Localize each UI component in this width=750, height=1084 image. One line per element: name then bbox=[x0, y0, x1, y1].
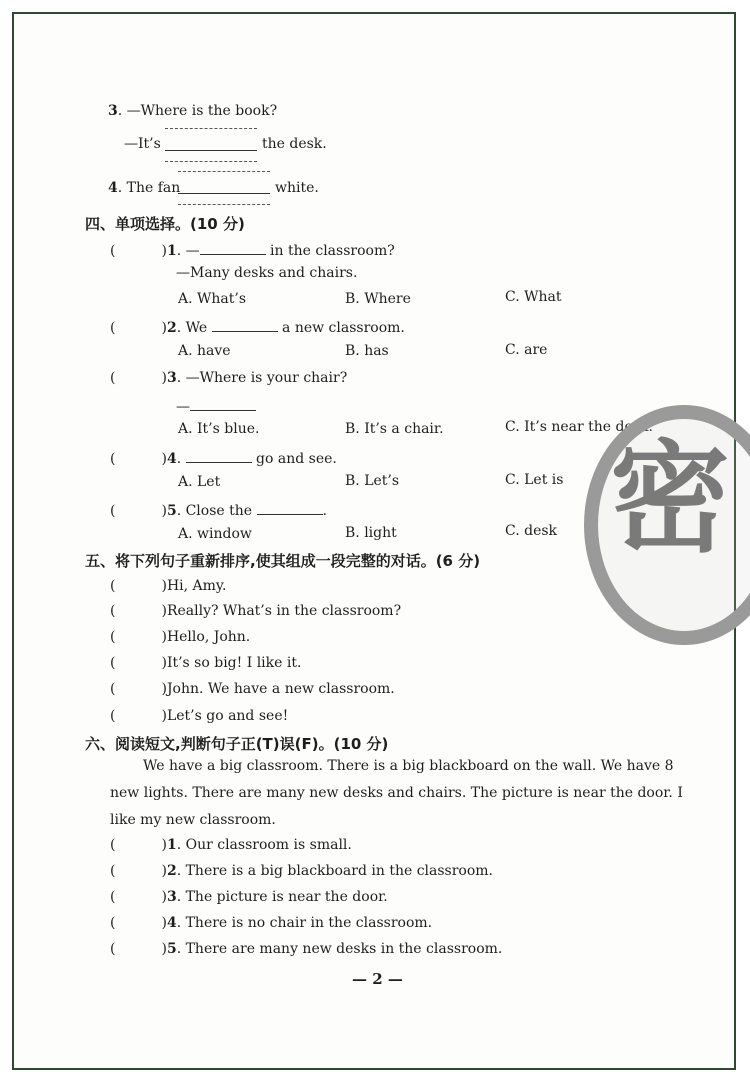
paren-open: ( bbox=[110, 451, 116, 467]
s5-line-4 bbox=[110, 655, 301, 671]
s6-q3-text: . The picture is near the door. bbox=[176, 889, 388, 905]
q3-guide-line-top bbox=[165, 128, 257, 129]
paren-close: ) bbox=[161, 655, 167, 671]
s4-q4-number: 4 bbox=[166, 451, 177, 467]
q4-text: . The fan bbox=[117, 180, 181, 196]
s5-line-5 bbox=[110, 681, 395, 697]
paren-close: ) bbox=[161, 863, 167, 879]
s6-q1-text: . Our classroom is small. bbox=[176, 837, 352, 853]
s4-q2-row bbox=[110, 317, 405, 336]
s4-q2-blank[interactable] bbox=[212, 317, 278, 332]
s6-q3-number: 3 bbox=[166, 889, 177, 905]
s4-q1-before: . — bbox=[176, 243, 200, 259]
s6-q1-row bbox=[110, 837, 352, 853]
paren-open: ( bbox=[110, 708, 116, 724]
s4-q5-option-c: C. desk bbox=[505, 523, 558, 539]
paren-close: ) bbox=[161, 578, 167, 594]
s5-line-3 bbox=[110, 629, 250, 645]
s4-q1-option-c: C. What bbox=[505, 289, 562, 305]
s5-line-text: Let’s go and see! bbox=[166, 708, 289, 724]
s5-line-6 bbox=[110, 708, 288, 724]
s4-q2-number: 2 bbox=[166, 320, 177, 336]
s4-q4-option-a: A. Let bbox=[178, 474, 221, 490]
s6-q5-row bbox=[110, 941, 502, 957]
secret-stamp-char: 密 bbox=[610, 430, 730, 569]
s4-q1-blank[interactable] bbox=[200, 240, 266, 255]
s4-q3-option-c: C. It’s near the desk. bbox=[505, 419, 653, 435]
s4-q4-option-c: C. Let is bbox=[505, 472, 564, 488]
s4-q3-option-b: B. It’s a chair. bbox=[345, 421, 444, 437]
s4-q4-after: go and see. bbox=[251, 451, 337, 467]
q3-question bbox=[108, 103, 277, 119]
paren-close: ) bbox=[161, 603, 167, 619]
s6-q4-row bbox=[110, 915, 432, 931]
paren-open: ( bbox=[110, 941, 116, 957]
s4-q3-option-a: A. It’s blue. bbox=[178, 421, 260, 437]
q3-text: . —Where is the book? bbox=[117, 103, 278, 119]
section5-title: 五、将下列句子重新排序,使其组成一段完整的对话。(6 分) bbox=[85, 552, 481, 570]
s4-q1-row bbox=[110, 240, 395, 259]
s4-q1-number: 1 bbox=[166, 243, 177, 259]
q4-guide-line-bottom bbox=[178, 204, 270, 205]
page-number: — 2 — bbox=[352, 970, 403, 988]
paren-open: ( bbox=[110, 681, 116, 697]
s5-line-text: Really? What’s in the classroom? bbox=[166, 603, 402, 619]
s6-q4-number: 4 bbox=[166, 915, 177, 931]
paren-close: ) bbox=[161, 370, 167, 386]
s4-q2-option-a: A. have bbox=[178, 343, 231, 359]
q4-number: 4 bbox=[108, 180, 118, 196]
section4-title: 四、单项选择。(10 分) bbox=[85, 215, 245, 233]
paren-close: ) bbox=[161, 889, 167, 905]
paren-open: ( bbox=[110, 889, 116, 905]
paren-close: ) bbox=[161, 503, 167, 519]
paren-close: ) bbox=[161, 320, 167, 336]
paren-close: ) bbox=[161, 915, 167, 931]
s4-q5-row bbox=[110, 500, 327, 519]
paren-close: ) bbox=[161, 629, 167, 645]
s4-q4-blank[interactable] bbox=[186, 448, 252, 463]
section6-title: 六、阅读短文,判断句子正(T)误(F)。(10 分) bbox=[85, 735, 389, 753]
s4-q5-number: 5 bbox=[166, 503, 177, 519]
s4-q3-row bbox=[110, 370, 347, 386]
s4-q2-after: a new classroom. bbox=[277, 320, 405, 336]
paren-open: ( bbox=[110, 243, 116, 259]
q4-suffix: white. bbox=[275, 180, 319, 196]
s6-q2-row bbox=[110, 863, 493, 879]
paren-close: ) bbox=[161, 837, 167, 853]
q4-answer-line[interactable] bbox=[178, 193, 270, 194]
paren-close: ) bbox=[161, 681, 167, 697]
s5-line-text: It’s so big! I like it. bbox=[166, 655, 302, 671]
paren-open: ( bbox=[110, 629, 116, 645]
s4-q4-option-b: B. Let’s bbox=[345, 473, 400, 489]
s6-q5-text: . There are many new desks in the classroom. bbox=[176, 941, 503, 957]
s5-line-text: Hello, John. bbox=[166, 629, 251, 645]
s4-q5-after: . bbox=[322, 503, 327, 519]
s4-q3-dash: — bbox=[176, 399, 190, 415]
paren-open: ( bbox=[110, 603, 116, 619]
s6-q1-number: 1 bbox=[166, 837, 177, 853]
paren-close: ) bbox=[161, 243, 167, 259]
s6-q2-text: . There is a big blackboard in the classroom. bbox=[176, 863, 493, 879]
q3-answer-suffix: the desk. bbox=[262, 136, 327, 152]
paren-open: ( bbox=[110, 915, 116, 931]
s5-line-text: Hi, Amy. bbox=[166, 578, 227, 594]
paren-open: ( bbox=[110, 655, 116, 671]
s4-q1-option-a: A. What’s bbox=[178, 291, 247, 307]
s5-line-2 bbox=[110, 603, 401, 619]
paren-open: ( bbox=[110, 503, 116, 519]
s4-q3-line2 bbox=[176, 396, 256, 415]
s4-q1-after: in the classroom? bbox=[265, 243, 395, 259]
s4-q5-blank[interactable] bbox=[257, 500, 323, 515]
s6-q5-number: 5 bbox=[166, 941, 177, 957]
s4-q4-row bbox=[110, 448, 337, 467]
s4-q2-option-b: B. has bbox=[345, 343, 389, 359]
paren-open: ( bbox=[110, 320, 116, 336]
q4-question bbox=[108, 180, 180, 196]
s4-q3-before: . —Where is your chair? bbox=[176, 370, 348, 386]
s4-q1-line2: —Many desks and chairs. bbox=[176, 265, 358, 281]
paren-close: ) bbox=[161, 451, 167, 467]
paren-close: ) bbox=[161, 941, 167, 957]
s5-line-1 bbox=[110, 578, 226, 594]
s4-q1-option-b: B. Where bbox=[345, 291, 411, 307]
q3-guide-line-bottom bbox=[165, 161, 257, 162]
s4-q2-before: . We bbox=[176, 320, 212, 336]
s4-q2-option-c: C. are bbox=[505, 342, 548, 358]
paren-open: ( bbox=[110, 837, 116, 853]
s4-q5-option-a: A. window bbox=[178, 526, 252, 542]
s6-q3-row bbox=[110, 889, 388, 905]
s6-q2-number: 2 bbox=[166, 863, 177, 879]
s4-q5-option-b: B. light bbox=[345, 525, 397, 541]
reading-passage: We have a big classroom. There is a big blackboard on the wall. We have 8 new lights. There are many new desks and chairs. The picture is near the door. I like my new classroom. bbox=[110, 758, 683, 828]
paren-open: ( bbox=[110, 863, 116, 879]
paren-open: ( bbox=[110, 578, 116, 594]
s6-q4-text: . There is no chair in the classroom. bbox=[176, 915, 433, 931]
s5-line-text: John. We have a new classroom. bbox=[166, 681, 395, 697]
q3-answer-line[interactable] bbox=[165, 150, 257, 151]
q4-guide-line-top bbox=[178, 171, 270, 172]
s4-q5-before: . Close the bbox=[176, 503, 257, 519]
s4-q3-blank[interactable] bbox=[190, 396, 256, 411]
q3-number: 3 bbox=[108, 103, 118, 119]
q3-answer-prefix: —It’s bbox=[124, 136, 161, 152]
paren-open: ( bbox=[110, 370, 116, 386]
paren-close: ) bbox=[161, 708, 167, 724]
s4-q4-before: . bbox=[176, 451, 186, 467]
s4-q3-number: 3 bbox=[166, 370, 177, 386]
